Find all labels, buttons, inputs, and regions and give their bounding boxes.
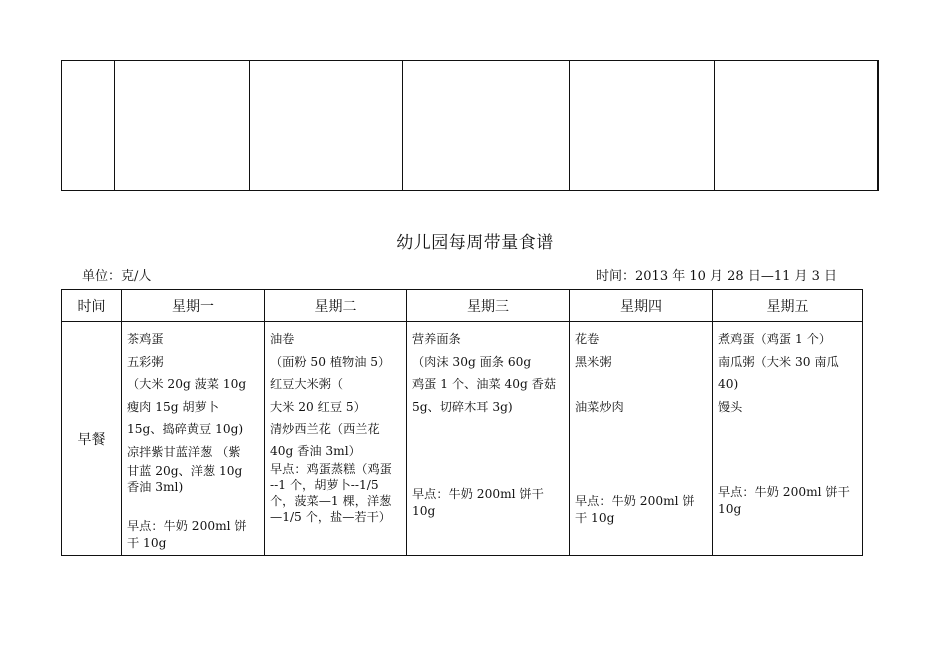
snack-line: 早点：牛奶 200ml 饼干: [412, 487, 544, 501]
snack-block: [718, 484, 858, 518]
menu-cell-monday: [122, 322, 265, 556]
table-divider: [114, 61, 115, 190]
menu-line: （肉沫 30g 面条 60g: [412, 354, 532, 369]
menu-line: --1 个，胡萝卜--1/5: [270, 477, 379, 492]
menu-line: 油菜炒肉: [575, 399, 624, 414]
menu-line: [575, 373, 708, 396]
menu-line: 营养面条: [412, 332, 461, 346]
menu-line: 五彩粥: [127, 354, 164, 369]
menu-cell-tuesday: [265, 322, 407, 556]
table-divider: [714, 61, 715, 190]
header-monday: 星期一: [122, 290, 265, 322]
table-divider: [569, 61, 570, 190]
menu-cell-friday: [713, 322, 863, 556]
menu-cell-wednesday: [407, 322, 570, 556]
document-title: 幼儿园每周带量食谱: [396, 233, 554, 253]
menu-cell-thursday: [570, 322, 713, 556]
menu-line: 40g 香油 3ml）: [270, 443, 361, 458]
menu-line: 黑米粥: [575, 354, 612, 369]
menu-line: 香油 3ml): [127, 480, 184, 494]
snack-line: 早点：牛奶 200ml 饼: [575, 494, 695, 508]
snack-line: 10g: [718, 502, 742, 516]
header-friday: 星期五: [713, 290, 863, 322]
snack-block: [127, 518, 260, 552]
weekly-menu-table: [61, 289, 863, 556]
period-label: 时间：2013 年 10 月 28 日—11 月 3 日: [596, 269, 838, 284]
meal-label: 早餐: [62, 322, 122, 556]
menu-line: —1/5 个，盐—若干）: [270, 509, 391, 524]
snack-block: [412, 486, 565, 520]
snack-block: [575, 493, 708, 527]
menu-line: 凉拌紫甘蓝洋葱 （紫: [127, 444, 241, 459]
unit-label: 单位：克/人: [82, 269, 152, 284]
menu-line: 南瓜粥（大米 30 南瓜: [718, 354, 839, 369]
header-time: 时间: [62, 290, 122, 322]
menu-line: 清炒西兰花（西兰花: [270, 422, 380, 436]
snack-line: 早点：牛奶 200ml 饼: [127, 519, 247, 533]
menu-line: 馒头: [718, 399, 743, 414]
snack-line: 10g: [412, 504, 436, 518]
table-divider: [402, 61, 403, 190]
menu-line: 15g、捣碎黄豆 10g): [127, 422, 244, 436]
menu-line: 甘蓝 20g、洋葱 10g: [127, 464, 243, 478]
menu-line: 40): [718, 377, 739, 391]
menu-line: 油卷: [270, 332, 295, 346]
menu-line: （大米 20g 菠菜 10g: [127, 377, 247, 391]
menu-line: 花卷: [575, 332, 600, 346]
menu-line: 大米 20 红豆 5）: [270, 399, 366, 414]
menu-line: 早点：鸡蛋蒸糕（鸡蛋: [270, 461, 392, 476]
header-tuesday: 星期二: [265, 290, 407, 322]
previous-page-table: [61, 60, 878, 191]
menu-line: 鸡蛋 1 个、油菜 40g 香菇: [412, 377, 557, 391]
table-border: [877, 60, 879, 191]
menu-line: 茶鸡蛋: [127, 332, 164, 346]
table-row: [62, 322, 863, 556]
header-wednesday: 星期三: [407, 290, 570, 322]
menu-line: （面粉 50 植物油 5）: [270, 354, 391, 369]
header-row: [62, 290, 863, 322]
menu-line: 红豆大米粥（: [270, 377, 344, 391]
menu-line: 煮鸡蛋（鸡蛋 1 个）: [718, 332, 832, 346]
snack-line: 干 10g: [575, 511, 615, 525]
snack-line: 干 10g: [127, 536, 167, 550]
snack-line: 早点：牛奶 200ml 饼干: [718, 485, 850, 499]
table-divider: [249, 61, 250, 190]
menu-line: 5g、切碎木耳 3g): [412, 399, 513, 414]
menu-line: 个，菠菜—1 棵，洋葱: [270, 493, 392, 508]
header-thursday: 星期四: [570, 290, 713, 322]
menu-line: 瘦肉 15g 胡萝卜: [127, 399, 219, 414]
